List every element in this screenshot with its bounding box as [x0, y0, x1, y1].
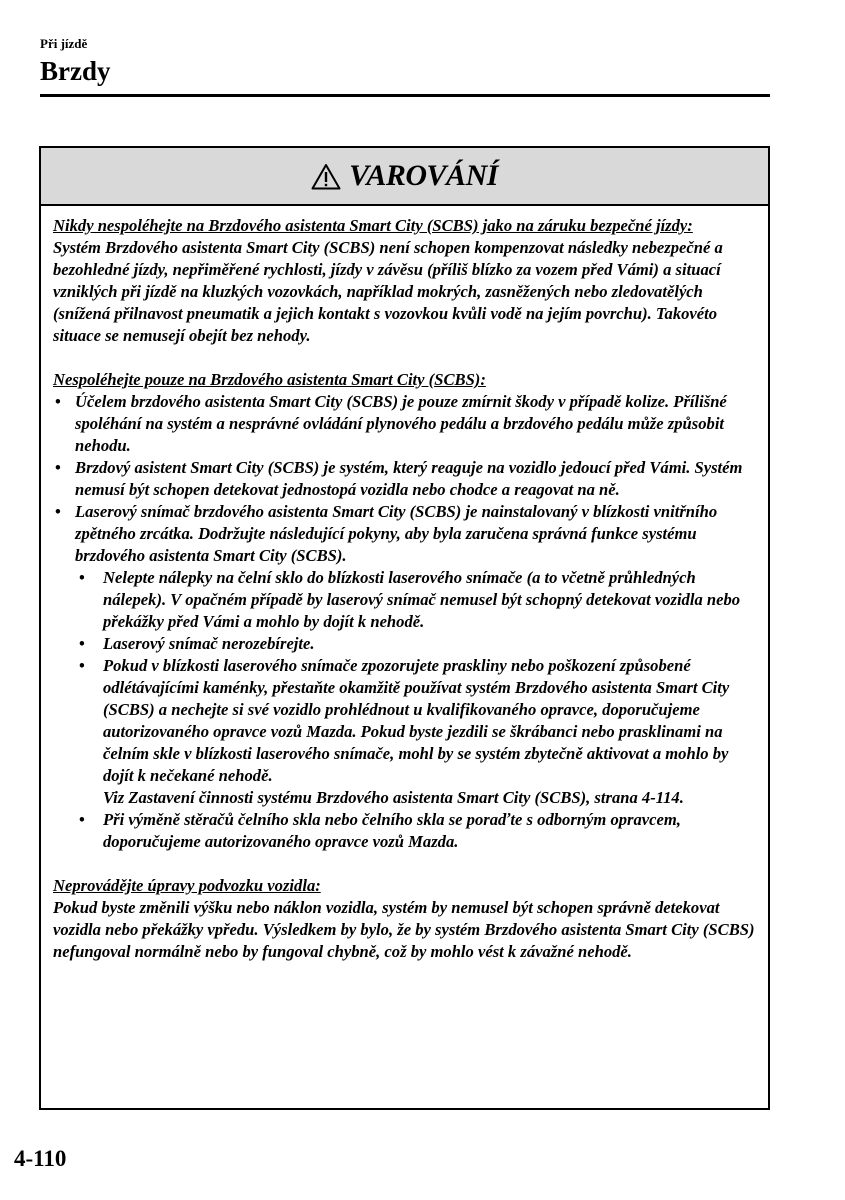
sub-bullet-list [53, 567, 756, 853]
page-reference: Viz Zastavení činnosti systému Brzdového asistenta Smart City (SCBS), strana 4-114. [103, 788, 684, 807]
section-label: Při jízdě [40, 36, 88, 51]
warning-title: VAROVÁNÍ [349, 159, 498, 192]
warning-paragraph-1: Systém Brzdového asistenta Smart City (SCBS) není schopen kompenzovat následky nebezpečné a bezohledné jízdy, nepřiměřené rychlosti, jízdy v závěsu (příliš blízko za vozem před Vámi) a situací vzniklých při jízdě na kluzkých vozovkách, například mokrých, zasněžených nebo zledovatělých (snížená přilnavost pneumatik a jejich kontakt s vozovkou kvůli vodě na jejím povrchu). Takovéto situace se nemusejí obejít bez nehody. [53, 238, 723, 345]
warning-body [41, 206, 768, 963]
warning-subheading-3: Neprovádějte úpravy podvozku vozidla: [53, 876, 321, 895]
warning-box [39, 146, 770, 1110]
sub-list-item: • Nelepte nálepky na čelní sklo do blízkosti laserového snímače (a to včetně průhledných nálepek). V opačném případě by laserový snímač nemusel být schopný detekovat vozidla nebo překážky před Vámi a mohlo by dojít k nehodě. [53, 567, 756, 633]
bullet-list [53, 391, 756, 567]
warning-paragraph-3: Pokud byste změnili výšku nebo náklon vozidla, systém by nemusel být schopen správně detekovat vozidla nebo překážky vpředu. Výsledkem by bylo, že by systém Brzdového asistenta Smart City (SCBS) nefungoval normálně nebo by fungoval chybně, což by mohlo vést k závažné nehodě. [53, 898, 755, 961]
page-number: 4-110 [14, 1146, 67, 1171]
title-divider [40, 94, 770, 97]
warning-subheading-2: Nespoléhejte pouze na Brzdového asistenta Smart City (SCBS): [53, 370, 486, 389]
list-item: • Účelem brzdového asistenta Smart City (SCBS) je pouze zmírnit škody v případě kolize. Přílišné spoléhání na systém a nesprávné ovládání plynového pedálu a brzdového pedálu může způsobit nehodu. [53, 391, 756, 457]
warning-subheading-1: Nikdy nespoléhejte na Brzdového asistenta Smart City (SCBS) jako na záruku bezpečné jízdy: [53, 216, 693, 235]
sub-list-item-text: Pokud v blízkosti laserového snímače zpozorujete praskliny nebo poškození způsobené odlétávajícími kaménky, přestaňte okamžitě používat systém Brzdového asistenta Smart City (SCBS) a nechejte si své vozidlo prohlédnout u kvalifikovaného opravce, doporučujeme autorizovaného opravce vozů Mazda. Pokud byste jezdili se škrábanci nebo prasklinami na čelním skle v blízkosti laserového snímače, mohl by se systém zbytečně aktivovat a mohlo by dojít k nečekané nehodě. [103, 656, 730, 785]
sub-list-item: • Při výměně stěračů čelního skla nebo čelního skla se poraďte s odborným opravcem, doporučujeme autorizovaného opravce vozů Mazda. [53, 809, 756, 853]
sub-list-item [53, 655, 756, 809]
sub-list-item: • Laserový snímač nerozebírejte. [53, 633, 756, 655]
warning-header [41, 148, 768, 206]
list-item: • Laserový snímač brzdového asistenta Smart City (SCBS) je nainstalovaný v blízkosti vnitřního zpětného zrcátka. Dodržujte následující pokyny, aby byla zaručena správná funkce systému brzdového asistenta Smart City (SCBS). [53, 501, 756, 567]
list-item: • Brzdový asistent Smart City (SCBS) je systém, který reaguje na vozidlo jedoucí před Vámi. Systém nemusí být schopen detekovat jednostopá vozidla nebo chodce a reagovat na ně. [53, 457, 756, 501]
page-title: Brzdy [40, 56, 111, 86]
warning-triangle-icon [311, 163, 341, 190]
